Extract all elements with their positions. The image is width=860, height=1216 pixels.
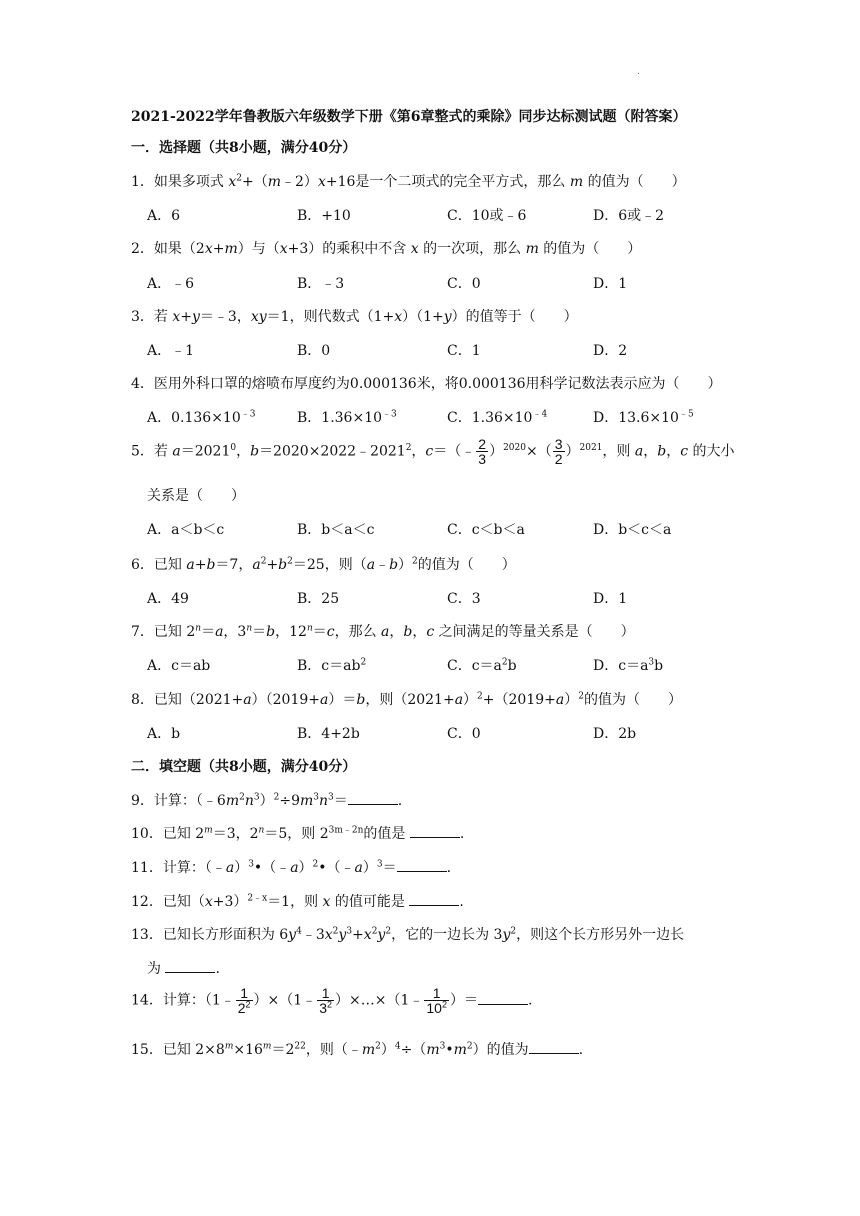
- fraction-1-over-10-squared: $\frac{1}{10^2}$: [426, 985, 447, 1016]
- option-a[interactable]: A．$0.136\times 10^{﹣3}$: [147, 409, 256, 426]
- answer-blank[interactable]: [165, 960, 215, 973]
- option-d[interactable]: D．1: [593, 276, 628, 292]
- option-c[interactable]: C．$1.36\times 10^{﹣4}$: [447, 409, 548, 426]
- option-a[interactable]: A．﹣6: [147, 276, 195, 292]
- option-c[interactable]: C．10或﹣6: [447, 208, 527, 224]
- question-8-options: [147, 723, 747, 743]
- question-7-options: [147, 655, 747, 675]
- option-d[interactable]: D．$c=a^3b$: [593, 657, 664, 674]
- answer-blank[interactable]: [478, 992, 528, 1005]
- option-a[interactable]: A．49: [147, 591, 189, 607]
- question-7: 7．已知 $2^n=a$，$3^n=b$，$12^n=c$，那么 a，b，c 之间满足的等量关系是（ ）: [131, 623, 635, 640]
- answer-blank[interactable]: [529, 1041, 579, 1054]
- fraction-1-over-3-squared: $\frac{1}{3^2}$: [319, 985, 332, 1016]
- option-a[interactable]: A．﹣1: [147, 343, 195, 359]
- question-11: 11．计算：（﹣a）$^3$•（﹣a）$^2$•（﹣a）$^3$＝ .: [131, 859, 452, 876]
- question-15: 15．已知 $2\times 8^m\times 16^m=2^{22}$，则$(﹣m^2)^4\div(m^3•m^2)$的值为 .: [131, 1041, 584, 1058]
- option-d[interactable]: D．b＜c＜a: [593, 522, 672, 538]
- option-b[interactable]: B．+10: [297, 208, 351, 224]
- option-b[interactable]: B．4+2b: [297, 726, 360, 742]
- option-d[interactable]: D．6或﹣2: [593, 208, 665, 224]
- option-b[interactable]: B．﹣3: [297, 276, 345, 292]
- question-4-options: [147, 407, 747, 427]
- question-5-line2: 关系是（ ）: [147, 488, 245, 504]
- section-choice-heading: 一．选择题（共8小题，满分40分）: [131, 140, 357, 156]
- question-2: 2．如果（2x+m）与（x+3）的乘积中不含 x 的一次项，那么 m 的值为（ ）: [131, 241, 642, 257]
- option-d[interactable]: D．$13.6\times 10^{﹣5}$: [593, 409, 694, 426]
- answer-blank[interactable]: [409, 893, 459, 906]
- question-5-options: [147, 519, 747, 539]
- fraction-two-thirds: $\frac{2}{3}$: [478, 436, 487, 467]
- option-a[interactable]: A．a＜b＜c: [147, 522, 225, 538]
- option-c[interactable]: C．0: [447, 276, 481, 292]
- question-1: 1．如果多项式 $x^2+(m﹣2)x+16$是一个二项式的完全平方式，那么 m 的值为（ ）: [131, 173, 686, 190]
- option-d[interactable]: D．1: [593, 591, 628, 607]
- answer-blank[interactable]: [397, 859, 447, 872]
- option-c[interactable]: C．1: [447, 343, 481, 359]
- option-b[interactable]: B．b＜a＜c: [297, 522, 375, 538]
- option-a[interactable]: A．b: [147, 726, 181, 742]
- option-c[interactable]: C．$c=a^2b$: [447, 657, 517, 674]
- header-mark: .: [637, 66, 640, 77]
- question-6-options: [147, 588, 747, 608]
- question-3: 3．若 x+y＝﹣3，xy＝1，则代数式（1+x）（1+y）的值等于（ ）: [131, 309, 578, 325]
- option-c[interactable]: C．c＜b＜a: [447, 522, 525, 538]
- answer-blank[interactable]: [348, 792, 398, 805]
- question-13: 13．已知长方形面积为 $6y^4﹣3x^2y^3+x^2y^2$，它的一边长为 $3y^2$，则这个长方形另外一边长: [131, 926, 685, 943]
- question-12: 12．已知$(x+3)^{2﹣x}=1$，则 x 的值可能是 .: [131, 893, 464, 910]
- page-title: 2021-2022学年鲁教版六年级数学下册《第6章整式的乘除》同步达标测试题（附答案）: [131, 109, 687, 125]
- answer-blank[interactable]: [410, 825, 460, 838]
- question-13-line2: 为 .: [147, 961, 220, 977]
- fraction-1-over-2-squared: $\frac{1}{2^2}$: [237, 985, 251, 1016]
- question-8: 8．已知（2021+a）（2019+a）＝b，则$(2021+a)^2+(2019+a)^2$的值为（ ）: [131, 691, 682, 708]
- option-a[interactable]: A．6: [147, 208, 181, 224]
- option-c[interactable]: C．3: [447, 591, 481, 607]
- option-d[interactable]: D．2b: [593, 726, 637, 742]
- question-2-options: [147, 273, 747, 293]
- question-5: 5．若 $a=2021^0$，$b=2020\times 2022﹣2021^2$，c＝（﹣ $\frac{2}{3}$ ）$^{2020}$×（ $\frac{3}{2}$ ）$^{2021}$，则 a，b，c 的大小: [131, 436, 735, 467]
- option-d[interactable]: D．2: [593, 343, 628, 359]
- option-b[interactable]: B．$1.36\times 10^{﹣3}$: [297, 409, 397, 426]
- option-c[interactable]: C．0: [447, 726, 481, 742]
- option-b[interactable]: B．$c=ab^2$: [297, 657, 367, 674]
- question-6: 6．已知 a+b＝7，$a^2+b^2=25$，则（a﹣b）$^2$的值为（ ）: [131, 556, 516, 573]
- question-9: 9．计算：$(﹣6m^2n^3)^2\div 9m^3n^3=$ .: [131, 792, 403, 809]
- question-1-options: [147, 205, 747, 225]
- fraction-three-halves: $\frac{3}{2}$: [554, 436, 563, 467]
- option-b[interactable]: B．0: [297, 343, 331, 359]
- option-a[interactable]: A．c＝ab: [147, 658, 211, 674]
- question-4: 4．医用外科口罩的熔喷布厚度约为0.000136米，将0.000136用科学记数法表示应为（ ）: [131, 376, 722, 392]
- question-10: 10．已知 $2^m=3$，$2^n=5$，则 $2^{3m﹣2n}$的值是 .: [131, 825, 465, 842]
- question-14: 14．计算：（1﹣ $\frac{1}{2^2}$ ）×（1﹣ $\frac{1}{3^2}$ ）×…×（1﹣ $\frac{1}{10^2}$ ）＝ .: [131, 985, 533, 1016]
- section-fill-heading: 二．填空题（共8小题，满分40分）: [131, 759, 357, 775]
- option-b[interactable]: B．25: [297, 591, 340, 607]
- question-3-options: [147, 340, 747, 360]
